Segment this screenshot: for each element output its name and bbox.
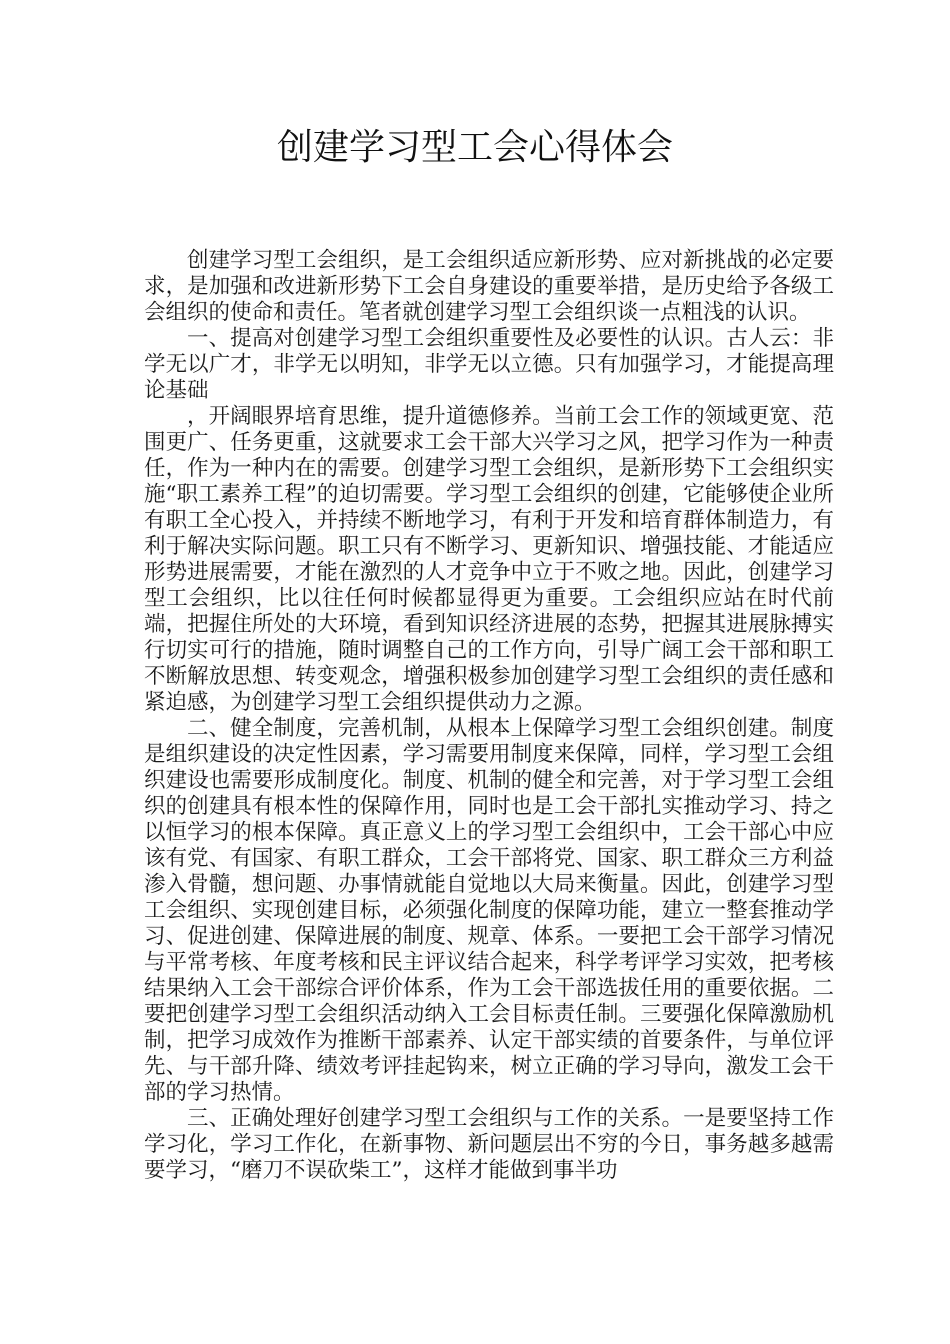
document-body [144,248,834,1184]
paragraph-section-1: 一、提高对创建学习型工会组织重要性及必要性的认识。古人云：非学无以广才，非学无以明知，非学无以立德。只有加强学习，才能提高理论基础 [144,326,834,403]
document-title: 创建学习型工会心得体会 [276,127,673,168]
paragraph-section-2: 二、健全制度，完善机制，从根本上保障学习型工会组织创建。制度是组织建设的决定性因素，学习需要用制度来保障，同样，学习型工会组织建设也需要形成制度化。制度、机制的健全和完善，对于学习型工会组织的创建具有根本性的保障作用，同时也是工会干部扎实推动学习、持之以恒学习的根本保障。真正意义上的学习型工会组织中，工会干部心中应该有党、有国家、有职工群众，工会干部将党、国家、职工群众三方利益渗入骨髓，想问题、办事情就能自觉地以大局来衡量。因此，创建学习型工会组织、实现创建目标，必须强化制度的保障功能，建立一整套推动学习、促进创建、保障进展的制度、规章、体系。一要把工会干部学习情况与平常考核、年度考核和民主评议结合起来，科学考评学习实效，把考核结果纳入工会干部综合评价体系，作为工会干部选拔任用的重要依据。二要把创建学习型工会组织活动纳入工会目标责任制。三要强化保障激励机制，把学习成效作为推断干部素养、认定干部实绩的首要条件，与单位评先、与干部升降、绩效考评挂起钩来，树立正确的学习导向，激发工会干部的学习热情。 [144,716,834,1105]
paragraph-section-1-continued: ，开阔眼界培育思维，提升道德修养。当前工会工作的领域更宽、范围更广、任务更重，这就要求工会干部大兴学习之风，把学习作为一种责任，作为一种内在的需要。创建学习型工会组织，是新形势下工会组织实施“职工素养工程”的迫切需要。学习型工会组织的创建，它能够使企业所有职工全心投入，并持续不断地学习，有利于开发和培育群体制造力，有利于解决实际问题。职工只有不断学习、更新知识、增强技能、才能适应形势进展需要，才能在激烈的人才竞争中立于不败之地。因此，创建学习型工会组织，比以往任何时候都显得更为重要。工会组织应站在时代前端，把握住所处的大环境，看到知识经济进展的态势，把握其进展脉搏实行切实可行的措施，随时调整自己的工作方向，引导广阔工会干部和职工不断解放思想、转变观念，增强积极参加创建学习型工会组织的责任感和紧迫感，为创建学习型工会组织提供动力之源。 [144,404,834,715]
paragraph-section-3: 三、正确处理好创建学习型工会组织与工作的关系。一是要坚持工作学习化，学习工作化，在新事物、新问题层出不穷的今日，事务越多越需要学习，“磨刀不误砍柴工”，这样才能做到事半功 [144,1106,834,1183]
paragraph-intro: 创建学习型工会组织，是工会组织适应新形势、应对新挑战的必定要求，是加强和改进新形势下工会自身建设的重要举措，是历史给予各级工会组织的使命和责任。笔者就创建学习型工会组织谈一点粗浅的认识。 [144,248,834,325]
